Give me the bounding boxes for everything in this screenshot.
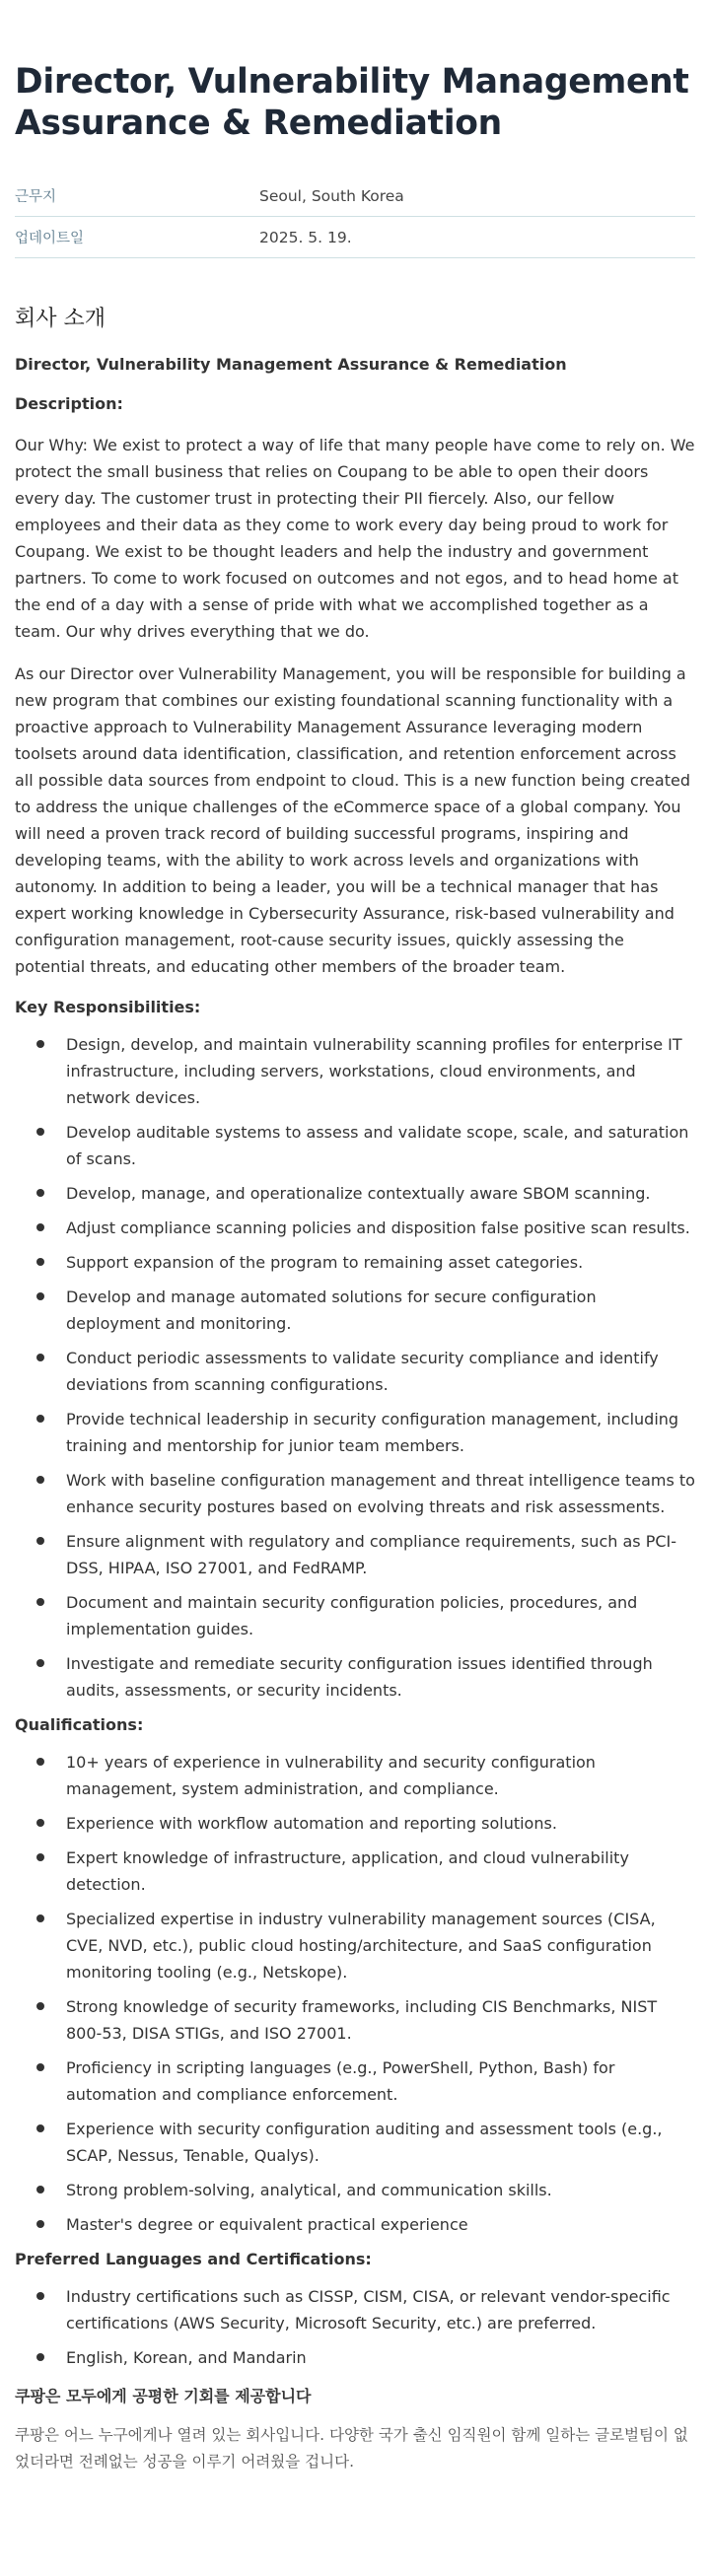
bullet-icon: [36, 1915, 44, 1922]
list-item: [15, 2116, 695, 2169]
about-heading: 회사 소개: [15, 307, 106, 331]
list-item-text: Conduct periodic assessments to validate security compliance and identify deviations from scanning configurations.: [66, 1349, 659, 1394]
list-item: [15, 1589, 695, 1642]
updated-label: 업데이트일: [15, 231, 85, 246]
bullet-icon: [36, 1659, 44, 1667]
job-title: Director, Vulnerability Management Assurance & Remediation: [15, 62, 689, 143]
bullet-icon: [36, 1223, 44, 1231]
list-item: [15, 2211, 695, 2238]
list-item: [15, 1031, 695, 1111]
qualifications-heading: Qualifications:: [15, 1715, 144, 1734]
list-item-text: Develop, manage, and operationalize contextually aware SBOM scanning.: [66, 1184, 651, 1203]
location-label: 근무지: [15, 189, 57, 205]
bullet-icon: [36, 1476, 44, 1484]
bullet-icon: [36, 1853, 44, 1861]
list-item: [15, 1180, 695, 1207]
bullet-icon: [36, 2063, 44, 2071]
list-item: [15, 2344, 695, 2371]
list-item-text: Provide technical leadership in security configuration management, including training and mentorship for junior team members.: [66, 1410, 679, 1455]
bullet-icon: [36, 2124, 44, 2132]
list-item-text: Design, develop, and maintain vulnerability scanning profiles for enterprise IT infrastructure, including servers, workstations, cloud environments, and network devices.: [66, 1035, 682, 1107]
bullet-icon: [36, 1415, 44, 1423]
list-item: [15, 2283, 695, 2336]
list-item-text: 10+ years of experience in vulnerability and security configuration management, system administration, and compliance.: [66, 1753, 596, 1798]
list-item: [15, 1249, 695, 1276]
location-value: Seoul, South Korea: [259, 186, 404, 205]
list-item: [15, 1528, 695, 1581]
list-item: [15, 1345, 695, 1398]
preferred-list: [15, 2283, 695, 2371]
list-item: [15, 1993, 695, 2047]
role-name: Director, Vulnerability Management Assurance & Remediation: [15, 355, 567, 374]
bullet-icon: [36, 1819, 44, 1827]
description-label: Description:: [15, 394, 123, 413]
bullet-icon: [36, 2186, 44, 2193]
bullet-icon: [36, 2292, 44, 2300]
list-item-text: Develop auditable systems to assess and validate scope, scale, and saturation of scans.: [66, 1123, 689, 1168]
list-item: [15, 1650, 695, 1704]
list-item-text: Strong knowledge of security frameworks, including CIS Benchmarks, NIST 800-53, DISA STIGs, and ISO 27001.: [66, 1997, 658, 2043]
bullet-icon: [36, 1758, 44, 1766]
list-item-text: Adjust compliance scanning policies and disposition false positive scan results.: [66, 1218, 690, 1237]
list-item-text: Ensure alignment with regulatory and compliance requirements, such as PCI-DSS, HIPAA, ISO 27001, and FedRAMP.: [66, 1532, 676, 1577]
list-item: [15, 1406, 695, 1459]
list-item-text: Support expansion of the program to remaining asset categories.: [66, 1253, 584, 1272]
bullet-icon: [36, 1292, 44, 1300]
preferred-heading: Preferred Languages and Certifications:: [15, 2250, 372, 2268]
responsibilities-list: [15, 1031, 695, 1704]
list-item-text: Investigate and remediate security configuration issues identified through audits, assessments, or security incidents.: [66, 1654, 653, 1700]
meta-row-location: [15, 175, 695, 217]
bullet-icon: [36, 1189, 44, 1197]
list-item: [15, 2054, 695, 2108]
meta-row-updated: [15, 217, 695, 258]
list-item-text: Expert knowledge of infrastructure, application, and cloud vulnerability detection.: [66, 1848, 629, 1894]
qualifications-list: [15, 1749, 695, 2238]
list-item-text: Master's degree or equivalent practical experience: [66, 2215, 468, 2234]
list-item-text: Develop and manage automated solutions for secure configuration deployment and monitoring.: [66, 1288, 597, 1333]
list-item: [15, 1215, 695, 1241]
list-item: [15, 1467, 695, 1520]
list-item-text: Work with baseline configuration management and threat intelligence teams to enhance security postures based on evolving threats and risk assessments.: [66, 1471, 695, 1516]
responsibilities-heading: Key Responsibilities:: [15, 998, 201, 1016]
list-item-text: Proficiency in scripting languages (e.g., PowerShell, Python, Bash) for automation and compliance enforcement.: [66, 2058, 615, 2104]
list-item-text: Industry certifications such as CISSP, CISM, CISA, or relevant vendor-specific certifications (AWS Security, Microsoft Security, etc.) are preferred.: [66, 2287, 671, 2332]
description-paragraph-why: Our Why: We exist to protect a way of life that many people have come to rely on. We protect the small business that relies on Coupang to be able to open their doors every day. The customer trust in protecting their PII fiercely. Also, our fellow employees and their data as they come to work every day being proud to work for Coupang. We exist to be thought leaders and help the industry and government partners. To come to work focused on outcomes and not egos, and to head home at the end of a day with a sense of pride with what we accomplished together as a team. Our why drives everything that we do.: [15, 436, 695, 641]
bullet-icon: [36, 1258, 44, 1266]
bullet-icon: [36, 1128, 44, 1136]
bullet-icon: [36, 1598, 44, 1606]
list-item-text: Specialized expertise in industry vulnerability management sources (CISA, CVE, NVD, etc.), public cloud hosting/architecture, and SaaS configuration monitoring tooling (e.g., Netskope).: [66, 1910, 656, 1982]
list-item: [15, 2177, 695, 2203]
list-item: [15, 1906, 695, 1985]
updated-value: 2025. 5. 19.: [259, 228, 352, 246]
bullet-icon: [36, 1040, 44, 1048]
list-item-text: Document and maintain security configuration policies, procedures, and implementation guides.: [66, 1593, 638, 1638]
equal-opportunity-heading: 쿠팡은 모두에게 공평한 기회를 제공합니다: [15, 2387, 312, 2405]
list-item: [15, 1284, 695, 1337]
job-meta: [15, 175, 695, 258]
list-item: [15, 1810, 695, 1837]
bullet-icon: [36, 1537, 44, 1545]
bullet-icon: [36, 2353, 44, 2361]
list-item-text: Strong problem-solving, analytical, and communication skills.: [66, 2181, 552, 2199]
equal-opportunity-text: 쿠팡은 어느 누구에게나 열려 있는 회사입니다. 다양한 국가 출신 임직원이 함께 일하는 글로벌팀이 없었더라면 전례없는 성공을 이루기 어려웠을 겁니다.: [15, 2426, 688, 2471]
list-item: [15, 1749, 695, 1802]
bullet-icon: [36, 2002, 44, 2010]
description-paragraph-role: As our Director over Vulnerability Management, you will be responsible for building a new program that combines our existing foundational scanning functionality with a proactive approach to Vulnerability Management Assurance leveraging modern toolsets around data identification, classification, and retention enforcement across all possible data sources from endpoint to cloud. This is a new function being created to address the unique challenges of the eCommerce space of a global company. You will need a proven track record of building successful programs, inspiring and developing teams, with the ability to work across levels and organizations with autonomy. In addition to being a leader, you will be a technical manager that has expert working knowledge in Cybersecurity Assurance, risk-based vulnerability and configuration management, root-cause security issues, quickly assessing the potential threats, and educating other members of the broader team.: [15, 664, 690, 976]
list-item-text: Experience with workflow automation and reporting solutions.: [66, 1814, 557, 1833]
list-item: [15, 1845, 695, 1898]
bullet-icon: [36, 2220, 44, 2228]
list-item: [15, 1119, 695, 1172]
list-item-text: English, Korean, and Mandarin: [66, 2348, 307, 2367]
list-item-text: Experience with security configuration auditing and assessment tools (e.g., SCAP, Nessus, Tenable, Qualys).: [66, 2120, 663, 2165]
bullet-icon: [36, 1354, 44, 1361]
